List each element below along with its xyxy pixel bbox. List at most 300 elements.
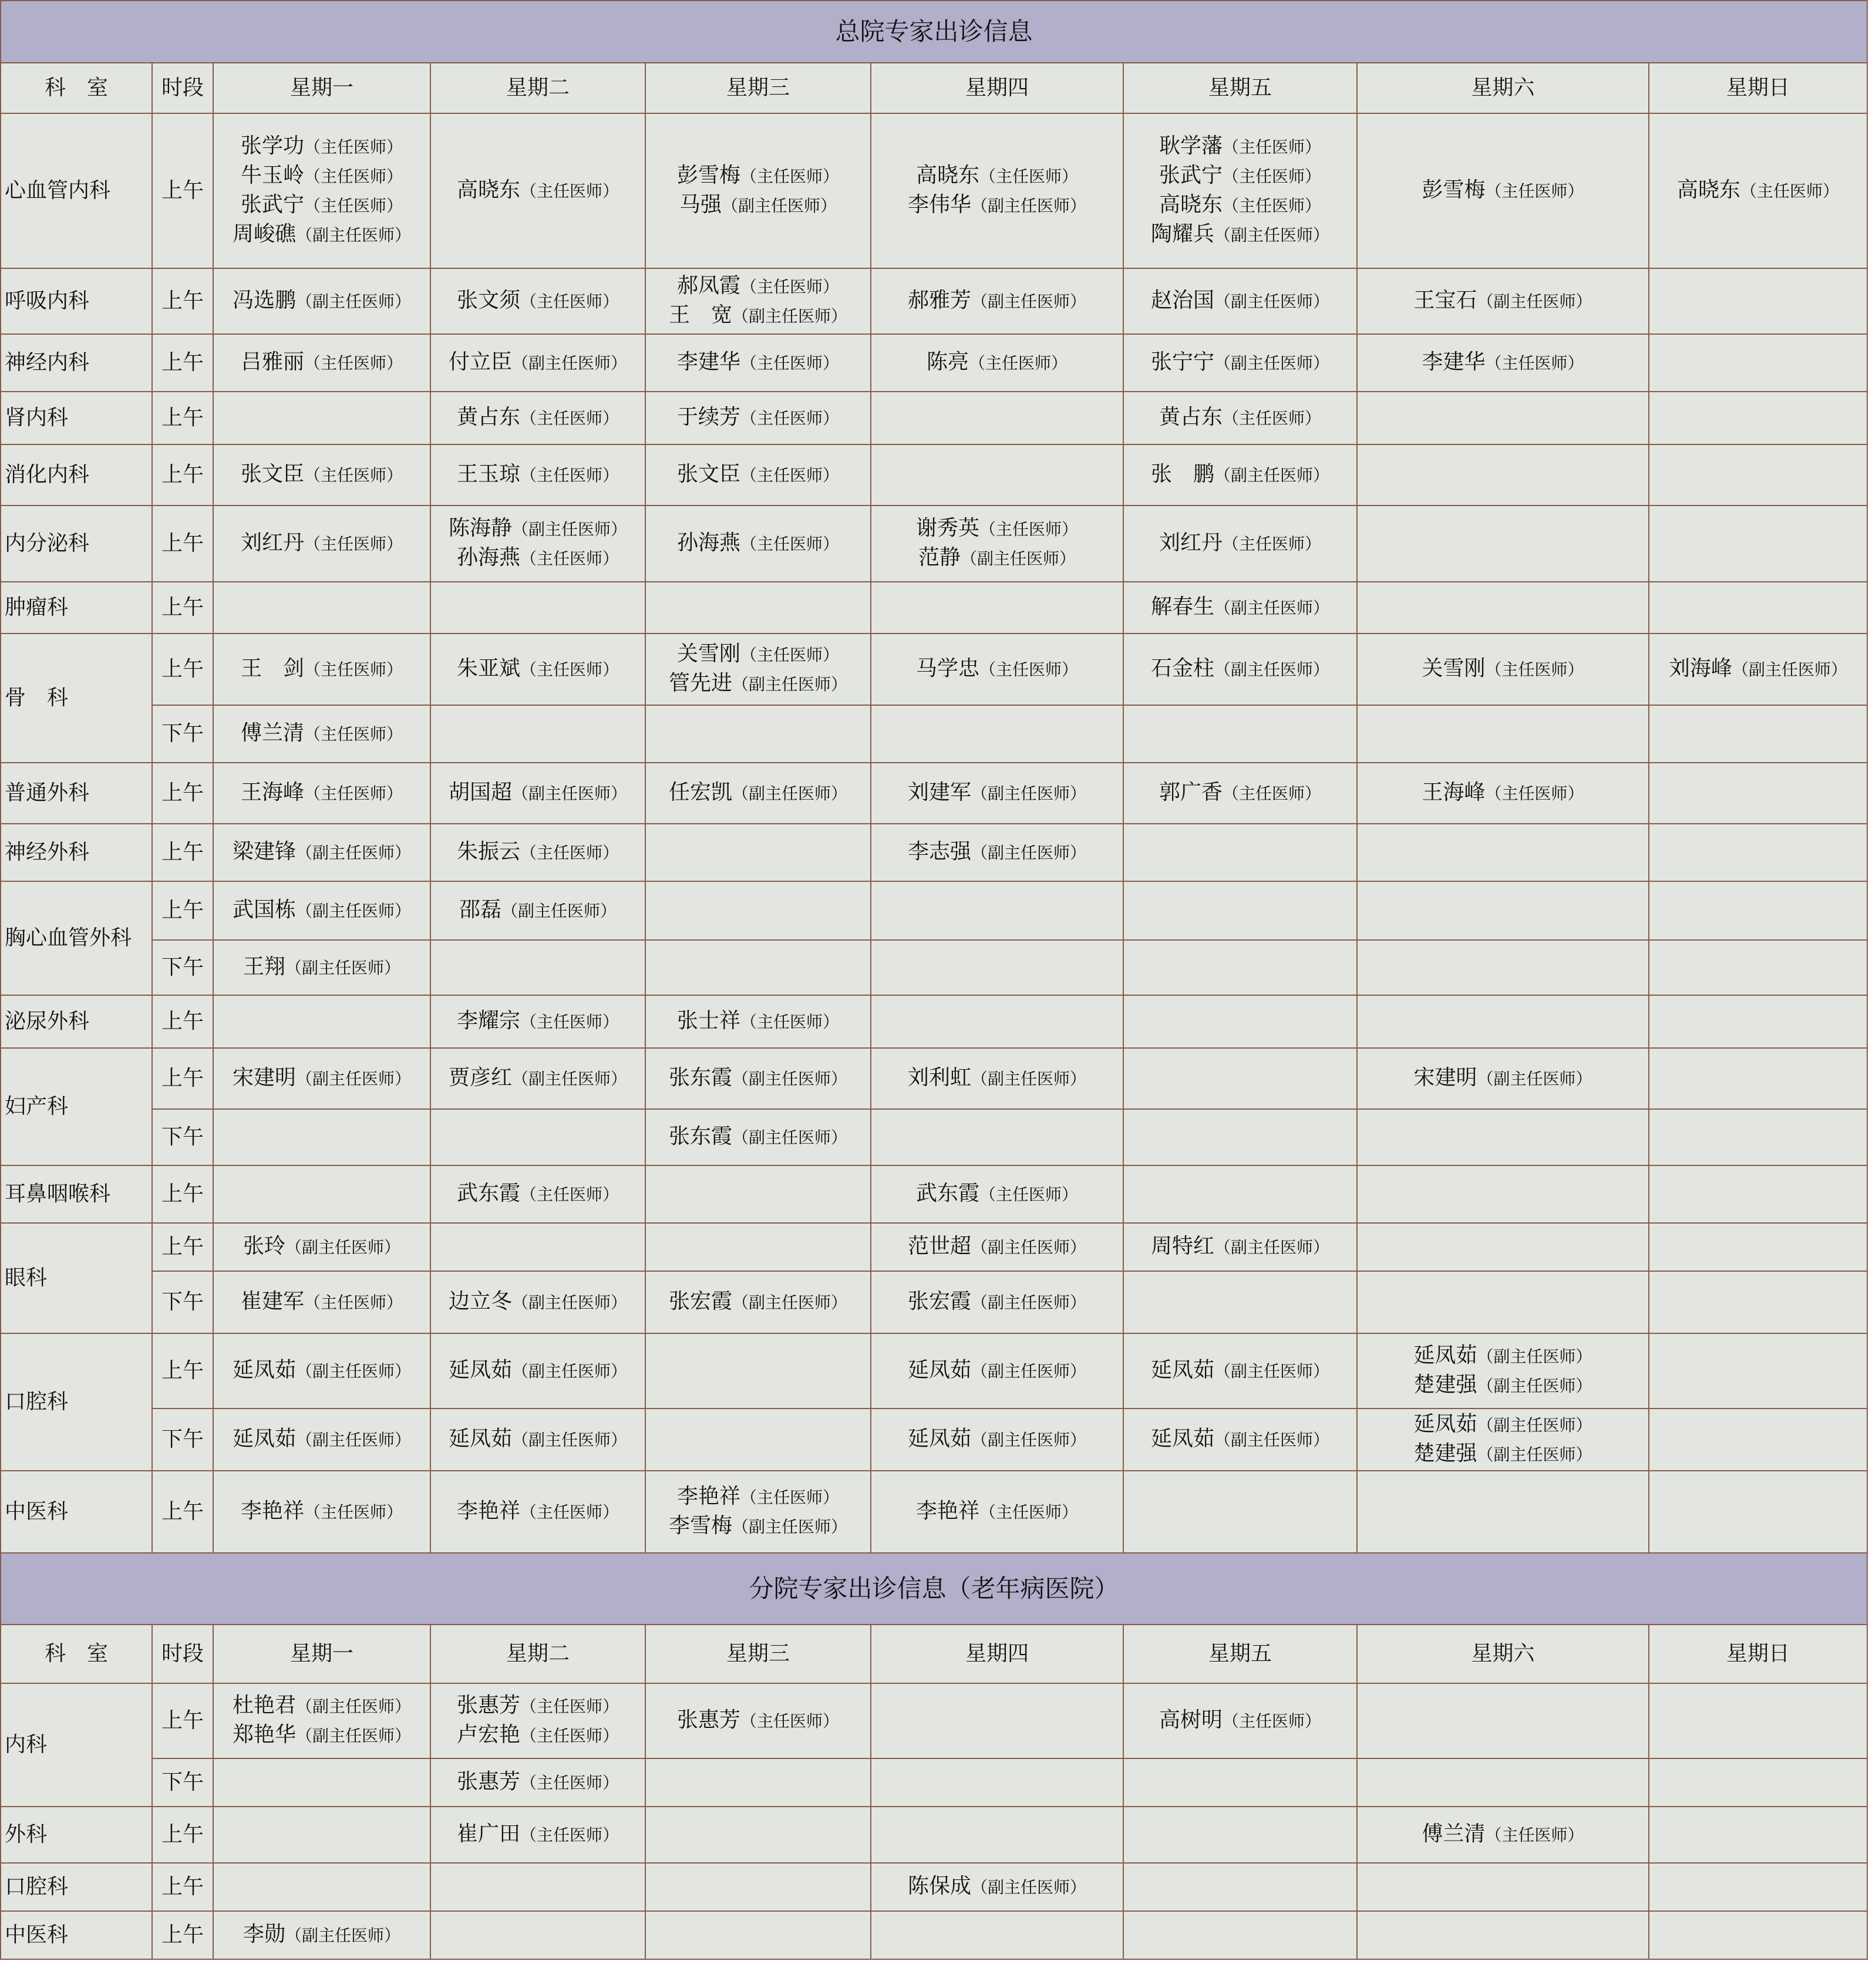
time-period: 上午 [152,763,213,824]
doctor-entry [646,1706,870,1736]
schedule-cell [1357,1271,1649,1333]
doctor-name: 黄占东 [1159,405,1223,429]
doctor-title: （副主任医师） [971,1878,1087,1897]
doctor-title: （副主任医师） [512,1069,628,1089]
schedule-cell [645,1109,871,1165]
schedule-cell [1123,705,1357,763]
doctor-entry [214,1692,430,1721]
time-period: 上午 [152,824,213,881]
time-period: 下午 [152,1271,213,1333]
doctor-name: 张士祥 [676,1009,740,1033]
schedule-row [1,1333,1867,1409]
schedule-cell [1649,1758,1867,1807]
doctor-title: （副主任医师） [732,1128,848,1147]
doctor-title: （主任医师） [1485,784,1584,803]
schedule-cell [430,1471,645,1553]
schedule-cell [1123,634,1357,705]
doctor-entry [646,191,870,220]
schedule-cell [1357,1471,1649,1553]
department-name: 中医科 [1,1471,152,1553]
doctor-entry [214,460,430,490]
schedule-cell [645,881,871,940]
schedule-cell [213,1409,430,1471]
doctor-title: （副主任医师） [732,1293,848,1312]
doctor-title: （主任医师） [740,466,840,485]
schedule-cell [871,1807,1123,1863]
doctor-entry [431,1064,645,1093]
doctor-name: 武东霞 [915,1181,979,1205]
doctor-title: （副主任医师） [512,1362,628,1381]
doctor-title: （主任医师） [1223,196,1322,215]
schedule-cell [645,268,871,334]
doctor-entry [871,514,1123,544]
doctor-name: 崔建军 [240,1289,304,1313]
schedule-row [1,995,1867,1048]
doctor-name: 傅兰清 [1422,1822,1486,1846]
column-header: 星期一 [213,63,430,113]
schedule-cell [1357,392,1649,444]
schedule-cell [213,1165,430,1223]
department-name: 妇产科 [1,1048,152,1165]
doctor-entry [1649,655,1867,684]
doctor-title: （副主任医师） [512,353,628,373]
doctor-entry [431,1497,645,1527]
schedule-cell [871,1271,1123,1333]
schedule-cell [1649,1223,1867,1271]
doctor-title: （副主任医师） [1214,1430,1330,1450]
column-header: 星期四 [871,63,1123,113]
doctor-name: 刘红丹 [1159,531,1223,555]
schedule-cell [871,1223,1123,1271]
column-header: 星期日 [1649,63,1867,113]
schedule-cell [1649,634,1867,705]
schedule-cell [645,1758,871,1807]
doctor-title: （副主任医师） [1477,292,1592,311]
doctor-entry [431,1180,645,1209]
schedule-cell [1357,113,1649,268]
schedule-cell [871,1333,1123,1409]
doctor-entry [871,655,1123,684]
doctor-entry [1358,1820,1648,1849]
schedule-cell [430,1223,645,1271]
schedule-cell [430,634,645,705]
doctor-entry [431,460,645,490]
doctor-entry [646,348,870,378]
schedule-cell [1357,995,1649,1048]
doctor-name: 周峻礁 [232,222,296,246]
schedule-cell [1123,1223,1357,1271]
department-name: 内分泌科 [1,506,152,582]
schedule-cell [1357,634,1649,705]
schedule-cell [871,268,1123,334]
doctor-name: 牛玉岭 [240,163,304,187]
time-period: 上午 [152,1807,213,1863]
time-period: 上午 [152,1048,213,1109]
doctor-name: 楚建强 [1413,1373,1477,1397]
schedule-cell [430,444,645,506]
schedule-cell [430,940,645,995]
schedule-cell [1123,1165,1357,1223]
schedule-cell [1123,824,1357,881]
doctor-title: （主任医师） [1223,534,1322,554]
time-period: 上午 [152,582,213,634]
time-period: 上午 [152,1165,213,1223]
doctor-title: （副主任医师） [1214,660,1330,679]
column-header: 星期五 [1123,1625,1357,1683]
department-name: 口腔科 [1,1333,152,1471]
doctor-title: （主任医师） [520,660,619,679]
doctor-title: （副主任医师） [1214,1238,1330,1257]
doctor-entry [1124,161,1356,191]
schedule-cell [1123,1409,1357,1471]
doctor-entry [871,191,1123,220]
doctor-title: （副主任医师） [285,958,401,978]
doctor-entry [646,301,870,331]
doctor-name: 李耀宗 [456,1009,520,1033]
doctor-name: 李勋 [243,1922,285,1946]
schedule-row [1,705,1867,763]
schedule-cell [1123,995,1357,1048]
time-period: 上午 [152,634,213,705]
doctor-title: （主任医师） [520,843,619,862]
doctor-entry [1358,1410,1648,1440]
doctor-name: 张文臣 [240,462,304,486]
schedule-cell [871,1683,1123,1758]
doctor-entry [1124,220,1356,250]
schedule-cell [1649,1333,1867,1409]
schedule-row [1,881,1867,940]
doctor-title: （主任医师） [1223,167,1322,186]
doctor-title: （主任医师） [304,137,403,157]
doctor-name: 傅兰清 [240,721,304,745]
doctor-title: （副主任医师） [296,1697,412,1716]
doctor-entry [214,287,430,316]
schedule-cell [645,1271,871,1333]
doctor-title: （主任医师） [740,409,840,428]
doctor-entry [214,1232,430,1262]
doctor-name: 胡国超 [448,780,512,804]
schedule-cell [1123,334,1357,392]
doctor-title: （主任医师） [520,1185,619,1204]
schedule-cell [1649,113,1867,268]
doctor-entry [1358,779,1648,808]
schedule-cell [213,705,430,763]
doctor-entry [871,348,1123,378]
doctor-title: （主任医师） [304,660,403,679]
doctor-name: 高晓东 [456,178,520,202]
schedule-cell [1123,1271,1357,1333]
time-period: 上午 [152,392,213,444]
schedule-cell [1357,1683,1649,1758]
schedule-cell [430,1109,645,1165]
schedule-cell [213,940,430,995]
doctor-title: （主任医师） [1223,409,1322,428]
schedule-cell [1357,1109,1649,1165]
schedule-cell [213,1471,430,1553]
time-period: 上午 [152,268,213,334]
schedule-cell [871,444,1123,506]
doctor-title: （副主任医师） [296,292,412,311]
doctor-name: 武东霞 [456,1181,520,1205]
schedule-cell [1357,1807,1649,1863]
doctor-title: （副主任医师） [1732,660,1848,679]
schedule-cell [645,506,871,582]
schedule-cell [1123,1109,1357,1165]
doctor-title: （主任医师） [304,167,403,186]
doctor-title: （主任医师） [1485,1825,1584,1845]
doctor-entry [646,640,870,669]
doctor-entry [214,1425,430,1454]
doctor-entry [646,1123,870,1152]
doctor-name: 延凤茹 [907,1358,971,1382]
schedule-cell [213,824,430,881]
doctor-title: （主任医师） [304,784,403,803]
branch-hospital-title-row [1,1553,1867,1625]
doctor-entry [1124,348,1356,378]
doctor-name: 边立冬 [448,1289,512,1313]
doctor-entry [214,1064,430,1093]
schedule-row [1,1109,1867,1165]
schedule-cell [871,634,1123,705]
schedule-row [1,634,1867,705]
time-period: 上午 [152,995,213,1048]
doctor-name: 延凤茹 [1150,1358,1214,1382]
doctor-name: 张文须 [456,288,520,312]
schedule-cell [1649,881,1867,940]
schedule-cell [645,634,871,705]
schedule-cell [1649,824,1867,881]
doctor-name: 关雪刚 [676,642,740,666]
doctor-title: （主任医师） [304,534,403,554]
doctor-name: 张学功 [240,134,304,158]
doctor-name: 张文臣 [676,462,740,486]
doctor-entry [646,779,870,808]
doctor-title: （主任医师） [304,725,403,744]
doctor-title: （主任医师） [304,1293,403,1312]
doctor-name: 王 剑 [240,656,304,680]
doctor-title: （主任医师） [520,549,619,568]
column-header: 星期三 [645,1625,871,1683]
column-header: 时段 [152,63,213,113]
schedule-cell [1357,1223,1649,1271]
department-name: 外科 [1,1807,152,1863]
schedule-cell [1357,881,1649,940]
department-name: 呼吸内科 [1,268,152,334]
doctor-entry [431,1692,645,1721]
doctor-title: （副主任医师） [971,1362,1087,1381]
schedule-cell [645,995,871,1048]
schedule-cell [871,1409,1123,1471]
schedule-cell [645,1683,871,1758]
schedule-cell [1357,763,1649,824]
schedule-cell [871,1048,1123,1109]
schedule-cell [213,1911,430,1959]
doctor-name: 朱亚斌 [456,656,520,680]
doctor-name: 彭雪梅 [1422,178,1486,202]
doctor-entry [431,514,645,544]
schedule-row [1,444,1867,506]
main-hospital-header-row [1,63,1867,113]
time-period: 下午 [152,1758,213,1807]
schedule-cell [645,113,871,268]
schedule-cell [430,763,645,824]
doctor-title: （副主任医师） [1477,1376,1592,1396]
doctor-title: （副主任医师） [1214,292,1330,311]
schedule-cell [645,1165,871,1223]
doctor-name: 张惠芳 [456,1770,520,1794]
doctor-entry [431,779,645,808]
doctor-entry [431,348,645,378]
schedule-cell [1357,444,1649,506]
doctor-entry [871,1872,1123,1902]
doctor-entry [646,272,870,301]
schedule-cell [871,392,1123,444]
schedule-cell [645,1048,871,1109]
doctor-title: （主任医师） [520,466,619,485]
column-header: 星期二 [430,63,645,113]
schedule-cell [430,582,645,634]
schedule-cell [430,995,645,1048]
schedule-cell [213,1333,430,1409]
schedule-row [1,1807,1867,1863]
doctor-entry [214,655,430,684]
doctor-name: 陶耀兵 [1150,222,1214,246]
time-period: 上午 [152,1683,213,1758]
doctor-name: 武国栋 [232,898,296,922]
doctor-title: （副主任医师） [971,843,1087,862]
schedule-cell [1123,1807,1357,1863]
doctor-name: 王玉琼 [456,462,520,486]
doctor-entry [871,1497,1123,1527]
schedule-cell [213,334,430,392]
doctor-entry [871,1356,1123,1386]
doctor-entry [1358,1342,1648,1371]
doctor-title: （副主任医师） [296,1362,412,1381]
doctor-title: （主任医师） [979,167,1079,186]
schedule-cell [871,881,1123,940]
column-header: 星期日 [1649,1625,1867,1683]
schedule-cell [430,1863,645,1911]
doctor-name: 于续芳 [676,405,740,429]
schedule-cell [645,824,871,881]
doctor-title: （主任医师） [520,1726,619,1746]
doctor-title: （主任医师） [979,1185,1079,1204]
schedule-cell [1649,1471,1867,1553]
doctor-title: （副主任医师） [971,1069,1087,1089]
doctor-name: 张东霞 [668,1066,732,1090]
schedule-cell [1357,1409,1649,1471]
doctor-name: 陈亮 [926,350,969,374]
doctor-name: 宋建明 [232,1066,296,1090]
schedule-cell [213,1223,430,1271]
doctor-title: （副主任医师） [285,1238,401,1257]
doctor-entry [214,779,430,808]
schedule-cell [1649,334,1867,392]
doctor-name: 梁建锋 [232,840,296,864]
schedule-cell [871,995,1123,1048]
doctor-entry [1358,176,1648,205]
doctor-title: （主任医师） [520,1502,619,1522]
doctor-title: （副主任医师） [1477,1416,1592,1435]
schedule-row [1,113,1867,268]
schedule-cell [645,334,871,392]
doctor-name: 关雪刚 [1422,656,1486,680]
doctor-entry [1358,1064,1648,1093]
doctor-entry [1124,655,1356,684]
schedule-cell [1357,705,1649,763]
doctor-title: （副主任医师） [296,1069,412,1089]
branch-hospital-header-row [1,1625,1867,1683]
doctor-name: 彭雪梅 [676,163,740,187]
doctor-title: （副主任医师） [296,1726,412,1746]
schedule-cell [1123,1048,1357,1109]
doctor-entry [431,655,645,684]
column-header: 星期四 [871,1625,1123,1683]
doctor-entry [431,1007,645,1036]
schedule-cell [645,1333,871,1409]
schedule-row [1,1271,1867,1333]
doctor-entry [1124,779,1356,808]
doctor-title: （主任医师） [520,292,619,311]
schedule-row [1,1048,1867,1109]
time-period: 下午 [152,1409,213,1471]
doctor-title: （副主任医师） [512,1293,628,1312]
department-name: 中医科 [1,1911,152,1959]
schedule-cell [1649,392,1867,444]
schedule-cell [645,1807,871,1863]
schedule-cell [1123,940,1357,995]
schedule-cell [1123,1333,1357,1409]
doctor-title: （副主任医师） [285,1926,401,1945]
doctor-entry [646,529,870,558]
doctor-entry [214,1721,430,1750]
schedule-cell [645,940,871,995]
time-period: 下午 [152,1109,213,1165]
schedule-cell [871,824,1123,881]
doctor-name: 楚建强 [1413,1441,1477,1465]
schedule-cell [430,1758,645,1807]
doctor-name: 王海峰 [240,780,304,804]
department-name: 神经外科 [1,824,152,881]
schedule-cell [1649,1807,1867,1863]
schedule-cell [213,1683,430,1758]
doctor-entry [431,1425,645,1454]
doctor-title: （主任医师） [1740,181,1840,201]
doctor-title: （副主任医师） [971,292,1087,311]
schedule-cell [1357,582,1649,634]
doctor-entry [1124,1232,1356,1262]
doctor-title: （主任医师） [1223,137,1322,157]
doctor-name: 延凤茹 [232,1427,296,1451]
schedule-row [1,1683,1867,1758]
doctor-entry [431,544,645,573]
schedule-cell [1649,1271,1867,1333]
column-header: 科 室 [1,63,152,113]
doctor-entry [214,1288,430,1317]
doctor-entry [214,719,430,749]
schedule-row [1,1409,1867,1471]
doctor-name: 任宏凯 [668,780,732,804]
department-name: 肿瘤科 [1,582,152,634]
doctor-name: 付立臣 [448,350,512,374]
doctor-name: 张惠芳 [676,1708,740,1732]
doctor-name: 贾彦红 [448,1066,512,1090]
doctor-entry [871,1064,1123,1093]
doctor-entry [871,1425,1123,1454]
doctor-name: 刘红丹 [240,531,304,555]
doctor-entry [1124,132,1356,161]
schedule-row [1,763,1867,824]
